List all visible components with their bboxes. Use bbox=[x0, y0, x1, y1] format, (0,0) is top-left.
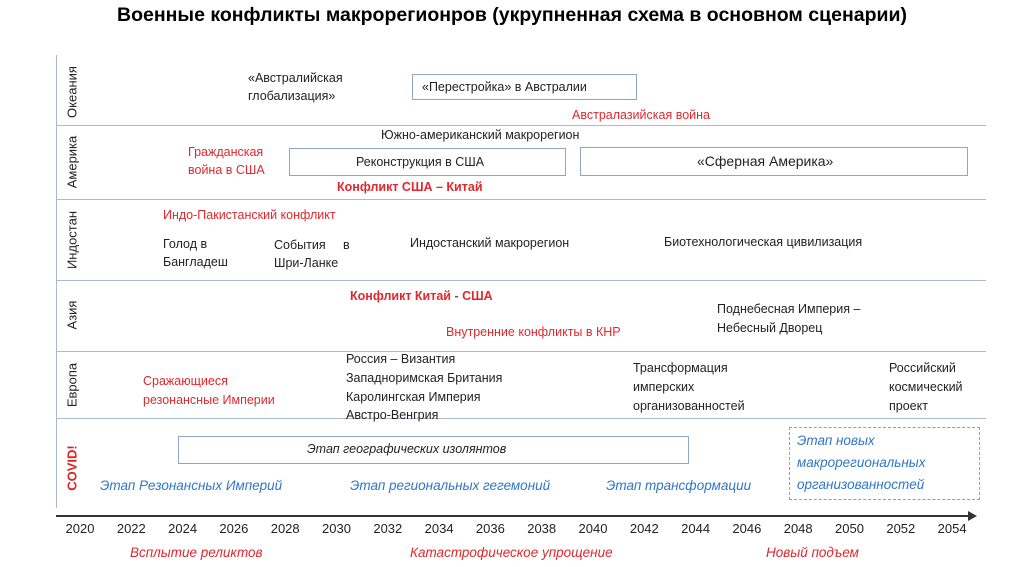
space-project-line2: космический bbox=[889, 380, 963, 394]
row-label-oceania: Океания bbox=[64, 66, 80, 118]
axis-tick-label: 2022 bbox=[116, 521, 146, 536]
transformation-stage: Этап трансформации bbox=[606, 478, 752, 493]
south-american-macroregion: Южно-американский макрорегион bbox=[381, 128, 580, 142]
new-macroregional-line1: Этап новых bbox=[797, 433, 875, 448]
australian-globalization-line2: глобализация» bbox=[248, 89, 336, 103]
spherical-america-label: «Сферная Америка» bbox=[697, 153, 834, 169]
row-divider bbox=[56, 418, 986, 419]
phase-new-rise: Новый подъем bbox=[766, 545, 859, 560]
axis-tick-label: 2032 bbox=[373, 521, 403, 536]
axis-tick-label: 2028 bbox=[270, 521, 300, 536]
new-macroregional-line3: организованностей bbox=[797, 477, 925, 492]
row-label-covid: COVID! bbox=[64, 445, 80, 491]
sri-lanka-events-line1: События в bbox=[274, 238, 350, 252]
axis-tick-label: 2036 bbox=[475, 521, 505, 536]
civil-war-line1: Гражданская bbox=[188, 145, 264, 159]
conflict-china-us: Конфликт Китай - США bbox=[350, 289, 493, 303]
axis-tick-label: 2026 bbox=[219, 521, 249, 536]
axis-tick-label: 2024 bbox=[168, 521, 198, 536]
axis-tick-label: 2038 bbox=[527, 521, 557, 536]
internal-conflicts-prc: Внутренние конфликты в КНР bbox=[446, 325, 621, 339]
australasian-war: Австралазийская война bbox=[572, 108, 710, 122]
row-label-asia: Азия bbox=[64, 300, 80, 330]
label-column-divider bbox=[56, 55, 57, 508]
page-title: Военные конфликты макрорегионров (укрупненная схема в основном сценарии) bbox=[117, 4, 907, 26]
axis-tick-label: 2054 bbox=[937, 521, 967, 536]
bangladesh-famine-line2: Бангладеш bbox=[163, 255, 228, 269]
fighting-empires-line2: резонансные Империи bbox=[143, 393, 275, 407]
transformation-line2: имперских bbox=[633, 380, 695, 394]
axis-tick-label: 2034 bbox=[424, 521, 454, 536]
axis-tick-label: 2044 bbox=[681, 521, 711, 536]
row-label-europe: Европа bbox=[64, 362, 80, 408]
empire-list-item: Каролингская Империя bbox=[346, 390, 481, 404]
empire-list-item: Россия – Византия bbox=[346, 352, 456, 366]
axis-tick-label: 2042 bbox=[629, 521, 659, 536]
fighting-empires-line1: Сражающиеся bbox=[143, 374, 228, 388]
celestial-empire-line2: Небесный Дворец bbox=[717, 321, 823, 335]
transformation-line1: Трансформация bbox=[633, 361, 728, 375]
perestroika-label: «Перестройка» в Австралии bbox=[422, 80, 587, 94]
biotech-civilization: Биотехнологическая цивилизация bbox=[664, 235, 863, 249]
axis-tick-label: 2052 bbox=[886, 521, 916, 536]
transformation-line3: организованностей bbox=[633, 399, 745, 413]
axis-tick-label: 2048 bbox=[783, 521, 813, 536]
timeline-axis bbox=[56, 515, 970, 517]
sri-lanka-events-line2: Шри-Ланке bbox=[274, 256, 339, 270]
new-macroregional-line2: макрорегиональных bbox=[797, 455, 926, 470]
row-label-hindustan: Индостан bbox=[64, 210, 80, 270]
regional-hegemonies-stage: Этап региональных гегемоний bbox=[350, 478, 551, 493]
civil-war-line2: война в США bbox=[188, 163, 265, 177]
space-project-line3: проект bbox=[889, 399, 928, 413]
axis-tick-label: 2046 bbox=[732, 521, 762, 536]
geo-isolants-label: Этап географических изолянтов bbox=[307, 442, 507, 456]
hindustan-macroregion: Индостанский макрорегион bbox=[410, 236, 570, 250]
empire-list-item: Западноримская Британия bbox=[346, 371, 503, 385]
celestial-empire-line1: Поднебесная Империя – bbox=[717, 302, 861, 316]
reconstruction-label: Реконструкция в США bbox=[356, 155, 485, 169]
space-project-line1: Российский bbox=[889, 361, 956, 375]
phase-catastrophic: Катастрофическое упрощение bbox=[410, 545, 613, 560]
australian-globalization-line1: «Австралийская bbox=[248, 71, 343, 85]
row-divider bbox=[56, 351, 986, 352]
empire-list-item: Австро-Венгрия bbox=[346, 408, 439, 422]
bangladesh-famine-line1: Голод в bbox=[163, 237, 208, 251]
axis-tick-label: 2040 bbox=[578, 521, 608, 536]
indo-pakistani-conflict: Индо-Пакистанский конфликт bbox=[163, 208, 336, 222]
resonant-empires-stage: Этап Резонансных Империй bbox=[100, 478, 283, 493]
row-divider bbox=[56, 280, 986, 281]
row-divider bbox=[56, 199, 986, 200]
axis-tick-label: 2050 bbox=[835, 521, 864, 536]
timeline-arrow-icon bbox=[968, 511, 977, 521]
axis-tick-label: 2030 bbox=[322, 521, 351, 536]
row-label-america: Америка bbox=[64, 135, 80, 189]
conflict-us-china: Конфликт США – Китай bbox=[337, 180, 483, 194]
axis-tick-label: 2020 bbox=[65, 521, 95, 536]
phase-relics: Всплытие реликтов bbox=[130, 545, 263, 560]
